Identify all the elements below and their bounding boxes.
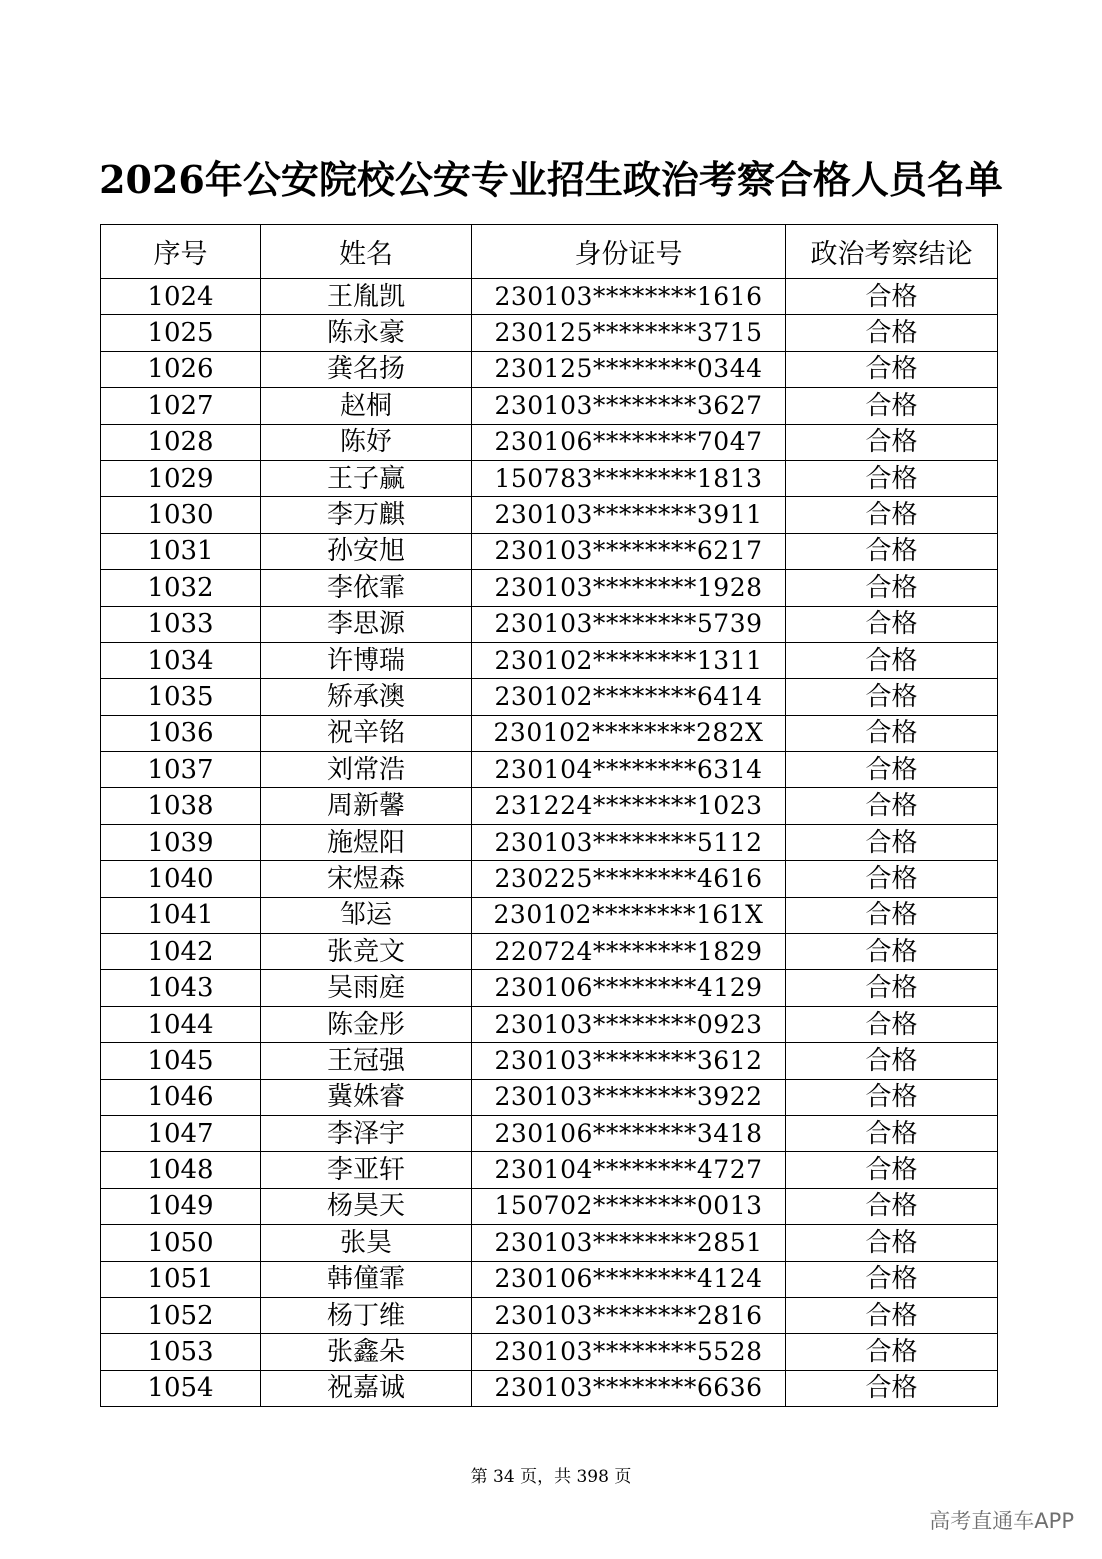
result-cell: 合格 xyxy=(786,861,998,897)
table-row xyxy=(101,570,998,606)
result-cell: 合格 xyxy=(786,642,998,678)
id-number-cell: 230103********5528 xyxy=(472,1334,786,1370)
name-cell: 冀姝睿 xyxy=(261,1079,472,1115)
name-cell: 许博瑞 xyxy=(261,642,472,678)
serial-number-cell: 1053 xyxy=(101,1334,261,1370)
table-row xyxy=(101,351,998,387)
result-cell: 合格 xyxy=(786,1370,998,1406)
name-cell: 赵桐 xyxy=(261,388,472,424)
serial-number-cell: 1033 xyxy=(101,606,261,642)
id-number-cell: 230103********2816 xyxy=(472,1297,786,1333)
name-cell: 李依霏 xyxy=(261,570,472,606)
result-cell: 合格 xyxy=(786,497,998,533)
table-row xyxy=(101,1225,998,1261)
name-cell: 刘常浩 xyxy=(261,752,472,788)
table-row xyxy=(101,1370,998,1406)
result-cell: 合格 xyxy=(786,351,998,387)
serial-number-cell: 1029 xyxy=(101,460,261,496)
id-number-cell: 230106********4124 xyxy=(472,1261,786,1297)
id-number-cell: 220724********1829 xyxy=(472,934,786,970)
serial-number-cell: 1027 xyxy=(101,388,261,424)
result-cell: 合格 xyxy=(786,679,998,715)
table-row xyxy=(101,315,998,351)
header-id-number: 身份证号 xyxy=(472,225,786,279)
table-row xyxy=(101,460,998,496)
table-row xyxy=(101,970,998,1006)
id-number-cell: 230103********3911 xyxy=(472,497,786,533)
id-number-cell: 230103********0923 xyxy=(472,1006,786,1042)
id-number-cell: 230106********3418 xyxy=(472,1115,786,1151)
table-row xyxy=(101,1334,998,1370)
table-header-row xyxy=(101,225,998,279)
id-number-cell: 230102********282X xyxy=(472,715,786,751)
id-number-cell: 230103********6217 xyxy=(472,533,786,569)
serial-number-cell: 1037 xyxy=(101,752,261,788)
id-number-cell: 230225********4616 xyxy=(472,861,786,897)
id-number-cell: 230125********3715 xyxy=(472,315,786,351)
name-cell: 张竞文 xyxy=(261,934,472,970)
name-cell: 祝辛铭 xyxy=(261,715,472,751)
serial-number-cell: 1036 xyxy=(101,715,261,751)
id-number-cell: 230102********1311 xyxy=(472,642,786,678)
id-number-cell: 230106********7047 xyxy=(472,424,786,460)
serial-number-cell: 1043 xyxy=(101,970,261,1006)
result-cell: 合格 xyxy=(786,824,998,860)
table-row xyxy=(101,752,998,788)
table-row xyxy=(101,788,998,824)
name-cell: 韩僮霏 xyxy=(261,1261,472,1297)
result-cell: 合格 xyxy=(786,606,998,642)
result-cell: 合格 xyxy=(786,752,998,788)
id-number-cell: 230103********6636 xyxy=(472,1370,786,1406)
result-cell: 合格 xyxy=(786,1079,998,1115)
name-cell: 李泽宇 xyxy=(261,1115,472,1151)
qualified-personnel-table xyxy=(100,224,998,1407)
watermark-text: 高考直通车APP xyxy=(929,1509,1074,1533)
id-number-cell: 231224********1023 xyxy=(472,788,786,824)
id-number-cell: 230103********5739 xyxy=(472,606,786,642)
serial-number-cell: 1050 xyxy=(101,1225,261,1261)
id-number-cell: 150702********0013 xyxy=(472,1188,786,1224)
serial-number-cell: 1044 xyxy=(101,1006,261,1042)
result-cell: 合格 xyxy=(786,788,998,824)
serial-number-cell: 1051 xyxy=(101,1261,261,1297)
table-row xyxy=(101,1261,998,1297)
id-number-cell: 230102********6414 xyxy=(472,679,786,715)
serial-number-cell: 1038 xyxy=(101,788,261,824)
id-number-cell: 230103********3627 xyxy=(472,388,786,424)
name-cell: 祝嘉诚 xyxy=(261,1370,472,1406)
table-row xyxy=(101,388,998,424)
result-cell: 合格 xyxy=(786,279,998,315)
result-cell: 合格 xyxy=(786,1334,998,1370)
serial-number-cell: 1024 xyxy=(101,279,261,315)
id-number-cell: 230103********3612 xyxy=(472,1043,786,1079)
id-number-cell: 230106********4129 xyxy=(472,970,786,1006)
header-name: 姓名 xyxy=(261,225,472,279)
serial-number-cell: 1025 xyxy=(101,315,261,351)
result-cell: 合格 xyxy=(786,897,998,933)
name-cell: 宋煜森 xyxy=(261,861,472,897)
serial-number-cell: 1049 xyxy=(101,1188,261,1224)
name-cell: 矫承澳 xyxy=(261,679,472,715)
serial-number-cell: 1030 xyxy=(101,497,261,533)
serial-number-cell: 1039 xyxy=(101,824,261,860)
serial-number-cell: 1031 xyxy=(101,533,261,569)
result-cell: 合格 xyxy=(786,1261,998,1297)
table-row xyxy=(101,861,998,897)
header-serial-number: 序号 xyxy=(101,225,261,279)
id-number-cell: 230104********6314 xyxy=(472,752,786,788)
serial-number-cell: 1032 xyxy=(101,570,261,606)
name-cell: 张鑫朵 xyxy=(261,1334,472,1370)
table-row xyxy=(101,606,998,642)
name-cell: 周新馨 xyxy=(261,788,472,824)
result-cell: 合格 xyxy=(786,1115,998,1151)
serial-number-cell: 1035 xyxy=(101,679,261,715)
table-row xyxy=(101,824,998,860)
name-cell: 杨昊天 xyxy=(261,1188,472,1224)
page-number-footer: 第 34 页，共 398 页 xyxy=(470,1467,632,1487)
serial-number-cell: 1026 xyxy=(101,351,261,387)
table-row xyxy=(101,679,998,715)
serial-number-cell: 1045 xyxy=(101,1043,261,1079)
serial-number-cell: 1046 xyxy=(101,1079,261,1115)
page-title: 2026年公安院校公安专业招生政治考察合格人员名单 xyxy=(99,157,1003,202)
name-cell: 李思源 xyxy=(261,606,472,642)
result-cell: 合格 xyxy=(786,934,998,970)
result-cell: 合格 xyxy=(786,388,998,424)
table-row xyxy=(101,715,998,751)
name-cell: 邹运 xyxy=(261,897,472,933)
id-number-cell: 230102********161X xyxy=(472,897,786,933)
id-number-cell: 230103********5112 xyxy=(472,824,786,860)
serial-number-cell: 1041 xyxy=(101,897,261,933)
serial-number-cell: 1042 xyxy=(101,934,261,970)
result-cell: 合格 xyxy=(786,315,998,351)
serial-number-cell: 1034 xyxy=(101,642,261,678)
name-cell: 王子赢 xyxy=(261,460,472,496)
result-cell: 合格 xyxy=(786,424,998,460)
name-cell: 孙安旭 xyxy=(261,533,472,569)
result-cell: 合格 xyxy=(786,1297,998,1333)
table-body xyxy=(101,279,998,1407)
table-row xyxy=(101,642,998,678)
serial-number-cell: 1048 xyxy=(101,1152,261,1188)
result-cell: 合格 xyxy=(786,1043,998,1079)
serial-number-cell: 1028 xyxy=(101,424,261,460)
result-cell: 合格 xyxy=(786,1006,998,1042)
serial-number-cell: 1047 xyxy=(101,1115,261,1151)
name-cell: 龚名扬 xyxy=(261,351,472,387)
serial-number-cell: 1052 xyxy=(101,1297,261,1333)
result-cell: 合格 xyxy=(786,460,998,496)
name-cell: 陈金彤 xyxy=(261,1006,472,1042)
id-number-cell: 150783********1813 xyxy=(472,460,786,496)
result-cell: 合格 xyxy=(786,1152,998,1188)
id-number-cell: 230104********4727 xyxy=(472,1152,786,1188)
id-number-cell: 230103********1616 xyxy=(472,279,786,315)
table-row xyxy=(101,424,998,460)
name-cell: 吴雨庭 xyxy=(261,970,472,1006)
id-number-cell: 230125********0344 xyxy=(472,351,786,387)
header-political-review-result: 政治考察结论 xyxy=(786,225,998,279)
table-row xyxy=(101,1188,998,1224)
id-number-cell: 230103********3922 xyxy=(472,1079,786,1115)
name-cell: 张昊 xyxy=(261,1225,472,1261)
name-cell: 王胤凯 xyxy=(261,279,472,315)
name-cell: 施煜阳 xyxy=(261,824,472,860)
table-row xyxy=(101,1006,998,1042)
result-cell: 合格 xyxy=(786,1225,998,1261)
table-row xyxy=(101,497,998,533)
result-cell: 合格 xyxy=(786,970,998,1006)
table-row xyxy=(101,1043,998,1079)
result-cell: 合格 xyxy=(786,715,998,751)
name-cell: 王冠强 xyxy=(261,1043,472,1079)
name-cell: 陈永豪 xyxy=(261,315,472,351)
serial-number-cell: 1040 xyxy=(101,861,261,897)
table-row xyxy=(101,897,998,933)
name-cell: 陈妤 xyxy=(261,424,472,460)
table-row xyxy=(101,1079,998,1115)
id-number-cell: 230103********2851 xyxy=(472,1225,786,1261)
table-row xyxy=(101,1115,998,1151)
result-cell: 合格 xyxy=(786,533,998,569)
table-row xyxy=(101,533,998,569)
table-row xyxy=(101,934,998,970)
result-cell: 合格 xyxy=(786,1188,998,1224)
table-row xyxy=(101,1152,998,1188)
name-cell: 李万麒 xyxy=(261,497,472,533)
serial-number-cell: 1054 xyxy=(101,1370,261,1406)
result-cell: 合格 xyxy=(786,570,998,606)
name-cell: 李亚轩 xyxy=(261,1152,472,1188)
id-number-cell: 230103********1928 xyxy=(472,570,786,606)
name-cell: 杨丁维 xyxy=(261,1297,472,1333)
table-row xyxy=(101,279,998,315)
table-row xyxy=(101,1297,998,1333)
